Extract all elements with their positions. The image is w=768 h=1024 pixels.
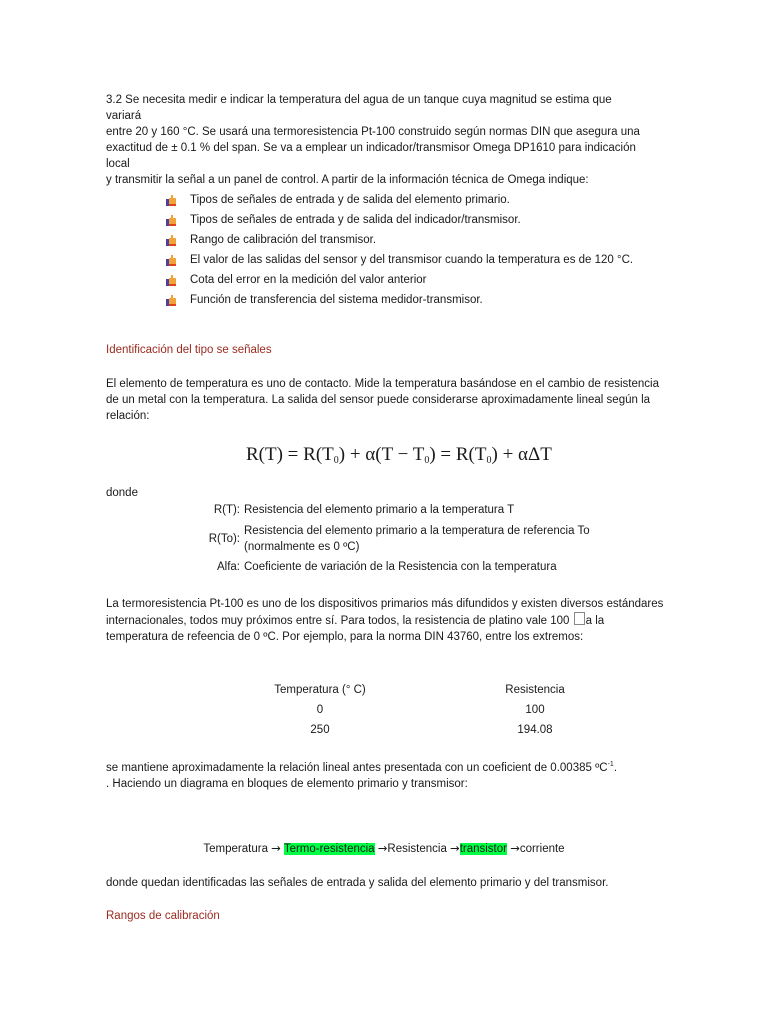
missing-glyph-icon	[574, 612, 585, 625]
section-heading: Identificación del tipo se señales	[106, 344, 272, 356]
definition-term: R(T):	[213, 504, 240, 516]
formula-subscript: 0	[424, 455, 430, 466]
section-heading: Rangos de calibración	[106, 910, 220, 922]
highlighted-term: transistor	[459, 843, 507, 855]
formula-subscript: 0	[486, 455, 492, 466]
flow-text: Temperatura	[203, 843, 272, 855]
flow-text: corriente	[519, 843, 565, 855]
list-item	[166, 190, 633, 210]
list-item	[166, 210, 633, 230]
intro-line: entre 20 y 160 °C. Se usará una termoresistencia Pt-100 construido según normas DIN que asegura una	[106, 126, 640, 138]
flow-text: Resistencia	[387, 843, 451, 855]
paragraph-line: El elemento de temperatura es uno de contacto. Mide la temperatura basándose en el cambio de resistencia	[106, 378, 659, 390]
resistance-formula	[246, 443, 552, 473]
arrow-right-icon: →	[510, 841, 520, 855]
table-header-row	[230, 680, 620, 700]
paragraph-line: . Haciendo un diagrama en bloques de elemento primario y transmisor:	[106, 777, 468, 790]
pointing-hand-icon	[166, 215, 178, 226]
definition-term: Alfa:	[216, 561, 240, 573]
table-cell: 194.08	[517, 724, 553, 736]
pointing-hand-icon	[166, 275, 178, 286]
table-header: Resistencia	[505, 684, 565, 696]
formula-part: ) + α(T − T	[338, 444, 425, 465]
paragraph-line	[106, 757, 666, 776]
pointing-hand-icon	[166, 255, 178, 266]
paragraph-text: internacionales, todos muy próximos entre sí. Para todos, la resistencia de platino vale 100	[106, 615, 570, 627]
list-item-text: Tipos de señales de entrada y de salida del indicador/transmisor.	[190, 214, 521, 226]
pointing-hand-icon	[166, 195, 178, 206]
table-cell: 0	[316, 704, 324, 716]
formula-part: ) = R(T	[429, 444, 487, 465]
paragraph-text: a la	[585, 615, 605, 627]
list-item-text: Rango de calibración del transmisor.	[190, 234, 377, 246]
list-item-text: Tipos de señales de entrada y de salida del elemento primario.	[190, 194, 510, 206]
definition-desc: Coeficiente de variación de la Resistencia con la temperatura	[244, 561, 557, 573]
sensor-paragraph	[106, 376, 666, 424]
paragraph-line: temperatura de refeencia de 0 ºC. Por ejemplo, para la norma DIN 43760, entre los extremos:	[106, 631, 584, 643]
arrow-right-icon: →	[377, 841, 388, 855]
donde-label: donde	[106, 487, 138, 499]
list-item	[166, 270, 633, 290]
table-row	[230, 700, 620, 720]
list-item	[166, 290, 633, 310]
table-cell: 250	[310, 724, 330, 736]
superscript: -1	[607, 761, 614, 768]
summary-paragraph: donde quedan identificadas las señales de entrada y salida del elemento primario y del transmisor.	[106, 877, 609, 889]
paragraph-line	[106, 612, 676, 629]
paragraph-line: La termoresistencia Pt-100 es uno de los dispositivos primarios más difundidos y existen diversos estándares	[106, 598, 664, 610]
resistance-table	[230, 680, 620, 740]
formula-subscript: 0	[333, 455, 339, 466]
paragraph-line: de un metal con la temperatura. La salida del sensor puede considerarse aproximadamente lineal según la	[106, 394, 651, 406]
definition-desc: Resistencia del elemento primario a la temperatura de referencia To (normalmente es 0 ºC)	[244, 525, 590, 553]
intro-line: 3.2 Se necesita medir e indicar la temperatura del agua de un tanque cuya magnitud se estima que variará	[106, 94, 612, 122]
definition-term: R(To):	[208, 533, 240, 545]
definition-row	[170, 523, 640, 555]
definition-row	[170, 502, 640, 518]
list-item	[166, 250, 633, 270]
list-item-text: Función de transferencia del sistema medidor-transmisor.	[190, 294, 483, 306]
formula-part: R(T) = R(T	[246, 444, 334, 465]
table-cell: 100	[525, 704, 545, 716]
list-item-text: Cota del error en la medición del valor anterior	[190, 274, 427, 286]
pt100-paragraph	[106, 596, 676, 645]
task-list	[166, 190, 633, 310]
list-item-text: El valor de las salidas del sensor y del transmisor cuando la temperatura es de 120 °C.	[190, 254, 634, 266]
linear-paragraph	[106, 757, 666, 792]
pointing-hand-icon	[166, 235, 178, 246]
paragraph-line: relación:	[106, 410, 150, 422]
definition-desc: Resistencia del elemento primario a la temperatura T	[244, 504, 515, 516]
intro-line: y transmitir la señal a un panel de control. A partir de la información técnica de Omega indique:	[106, 174, 589, 186]
intro-paragraph	[106, 92, 646, 188]
paragraph-text: se mantiene aproximadamente la relación lineal antes presentada con un coeficient de 0.00385 ºC	[106, 761, 608, 774]
arrow-right-icon: →	[450, 841, 460, 855]
table-header: Temperatura (° C)	[274, 684, 366, 696]
paragraph-text: .	[613, 761, 618, 774]
intro-line: exactitud de ± 0.1 % del span. Se va a emplear un indicador/transmisor Omega DP1610 para indicación local	[106, 142, 636, 170]
highlighted-term: Termo-resistencia	[283, 843, 375, 855]
pointing-hand-icon	[166, 295, 178, 306]
block-diagram-flow	[0, 840, 768, 857]
formula-part: ) + αΔT	[491, 444, 552, 465]
arrow-right-icon: →	[271, 841, 281, 855]
list-item	[166, 230, 633, 250]
definition-row	[170, 559, 640, 575]
table-row	[230, 720, 620, 740]
